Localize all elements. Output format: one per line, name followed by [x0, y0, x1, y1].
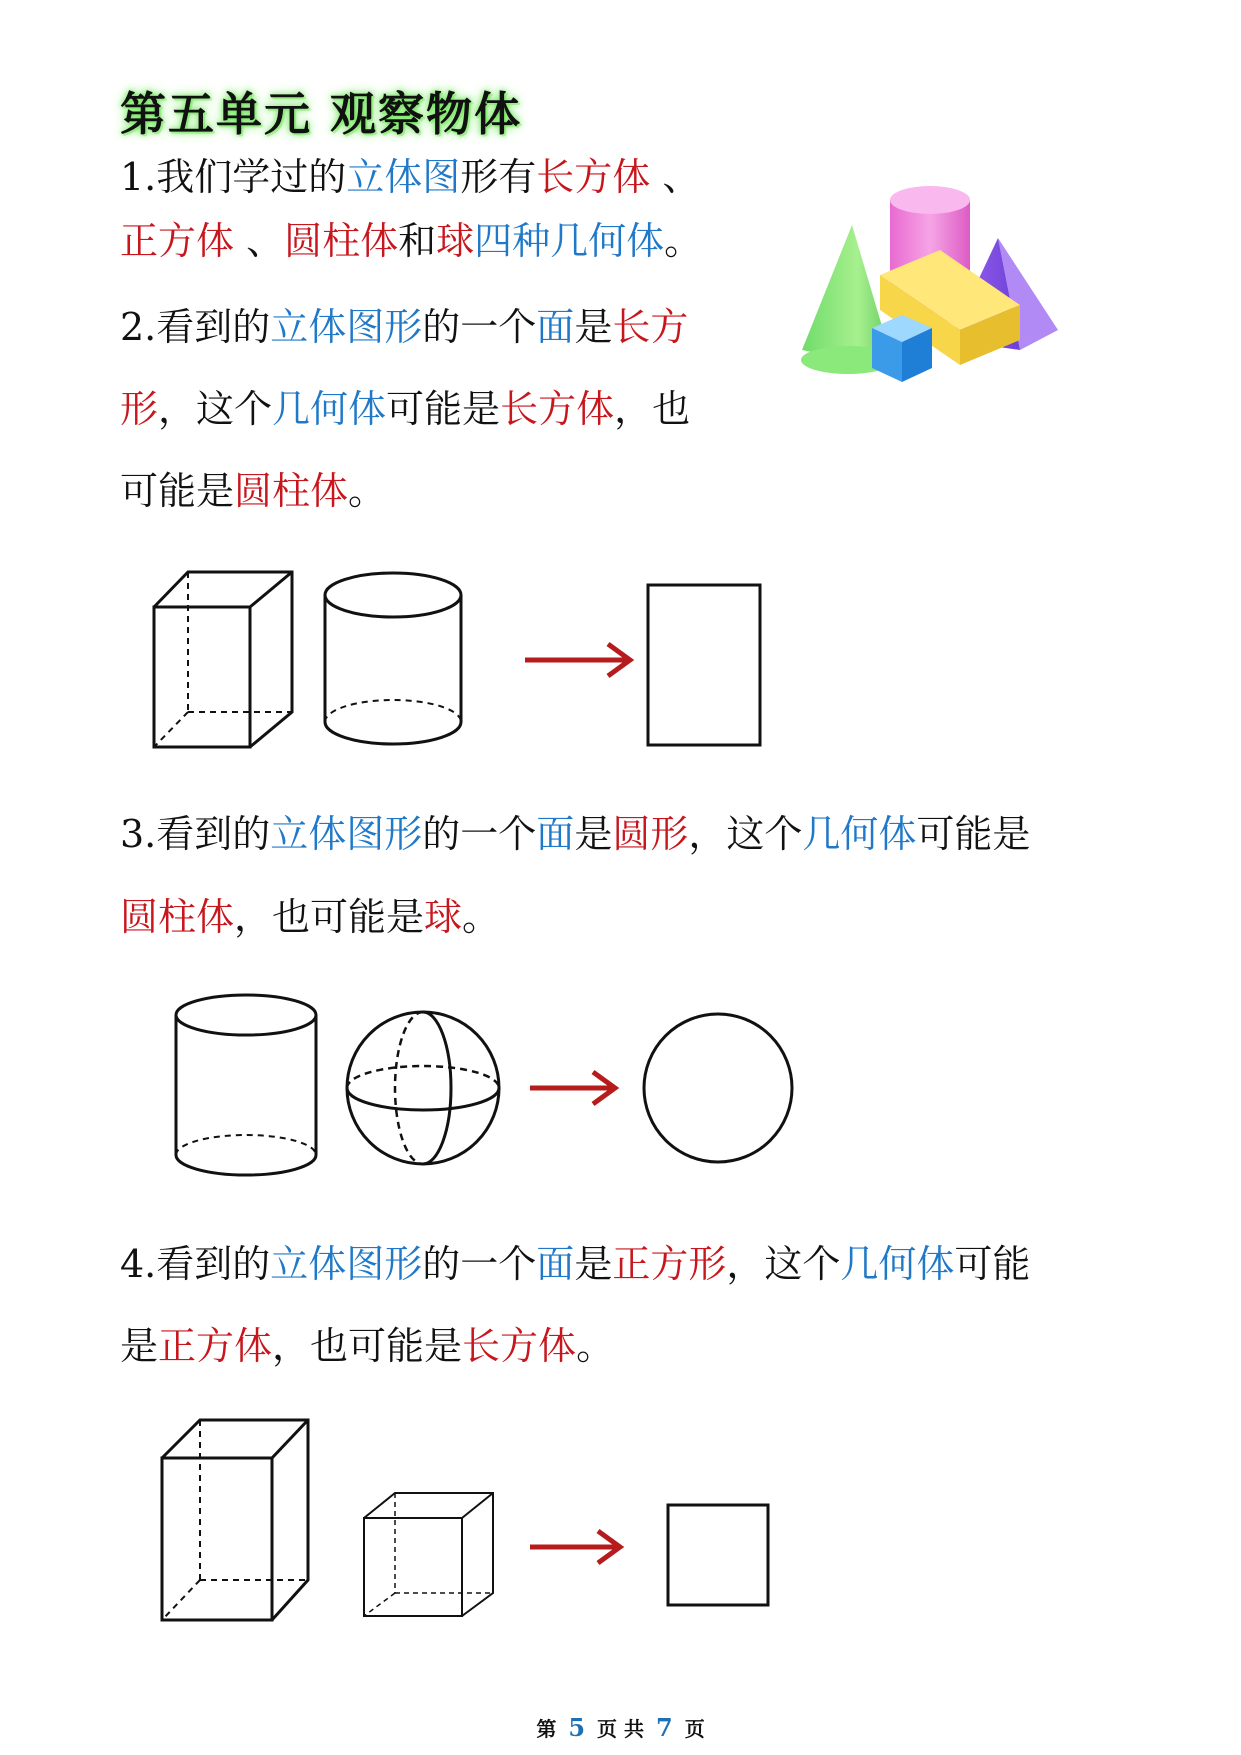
text-segment: 是 — [574, 305, 613, 349]
paragraph-2-line-1 — [120, 305, 689, 349]
text-segment: 圆形 — [612, 812, 689, 856]
page-footer — [0, 1713, 1241, 1742]
text-segment: 可能 — [954, 1242, 1031, 1286]
text-segment: 、 — [650, 155, 701, 199]
cuboid-drawing-2 — [162, 1420, 308, 1620]
paragraph-4-line-1 — [120, 1242, 1031, 1286]
geometric-solids-illustration — [790, 180, 1080, 420]
text-segment: 3.看到的 — [120, 812, 271, 856]
text-segment: 长方体 — [500, 387, 615, 431]
figure-row-square-face — [150, 1405, 950, 1625]
text-segment: 几何体 — [840, 1242, 955, 1286]
footer-page-number: 5 — [568, 1713, 586, 1742]
paragraph-3-line-2 — [120, 895, 501, 939]
text-segment: 正方形 — [612, 1242, 727, 1286]
paragraph-2-line-3 — [120, 469, 387, 513]
page-title: 第五单元 观察物体 — [120, 87, 523, 141]
paragraph-1-line-2 — [120, 219, 703, 263]
text-segment: 是 — [574, 1242, 613, 1286]
cylinder-drawing — [325, 573, 461, 744]
text-segment: 立体图形 — [270, 305, 423, 349]
text-segment: 正方体 — [158, 1324, 273, 1368]
text-segment: ，这个 — [158, 387, 273, 431]
text-segment: 面 — [536, 1242, 575, 1286]
text-segment: 几何体 — [272, 387, 387, 431]
figure-row-circle-face — [170, 990, 970, 1190]
text-segment: ，也可能是 — [272, 1324, 463, 1368]
text-segment: 的一个 — [422, 1242, 537, 1286]
text-segment: 、 — [234, 219, 285, 263]
text-segment: 球 — [424, 895, 463, 939]
text-segment: 是 — [574, 812, 613, 856]
text-segment: 圆柱体 — [234, 469, 349, 513]
text-segment: 。 — [664, 219, 703, 263]
sphere-drawing — [347, 1012, 499, 1164]
figure-row-rectangle-face — [140, 560, 940, 760]
footer-suffix: 页 — [684, 1717, 705, 1741]
text-segment: ，这个 — [726, 1242, 841, 1286]
text-segment: 可能是 — [916, 812, 1031, 856]
text-segment: 面 — [536, 305, 575, 349]
text-segment: 1.我们学过的 — [120, 155, 347, 199]
text-segment: 长方体 — [536, 155, 651, 199]
text-segment: 的一个 — [422, 305, 537, 349]
text-segment: ，也可能是 — [234, 895, 425, 939]
circle-face-drawing — [644, 1014, 792, 1162]
text-segment: ，这个 — [688, 812, 803, 856]
text-segment: 。 — [576, 1324, 615, 1368]
text-segment: 几何体 — [802, 812, 917, 856]
text-segment: 正方体 — [120, 219, 235, 263]
text-segment: 4.看到的 — [120, 1242, 271, 1286]
text-segment: ，也 — [614, 387, 691, 431]
paragraph-3-line-1 — [120, 812, 1031, 856]
paragraph-2-line-2 — [120, 387, 691, 431]
rectangle-face-drawing — [648, 585, 760, 745]
paragraph-1-line-1 — [120, 155, 701, 199]
text-segment: 可能是 — [386, 387, 501, 431]
text-segment: 面 — [536, 812, 575, 856]
square-face-drawing — [668, 1505, 768, 1605]
text-segment: 的一个 — [422, 812, 537, 856]
arrow-icon-2 — [530, 1072, 615, 1104]
text-segment: 形有 — [460, 155, 537, 199]
text-segment: 2.看到的 — [120, 305, 271, 349]
cuboid-drawing — [154, 572, 292, 747]
text-segment: 长方体 — [462, 1324, 577, 1368]
text-segment: 是 — [120, 1324, 159, 1368]
footer-total-pages: 7 — [655, 1713, 673, 1742]
text-segment: 四种几何体 — [474, 219, 665, 263]
text-segment: 球 — [436, 219, 475, 263]
cube-drawing — [364, 1493, 493, 1616]
arrow-icon — [525, 644, 630, 676]
footer-prefix: 第 — [536, 1717, 557, 1741]
footer-mid: 页 共 — [597, 1717, 644, 1741]
text-segment: 可能是 — [120, 469, 235, 513]
text-segment: 和 — [398, 219, 437, 263]
paragraph-4-line-2 — [120, 1324, 615, 1368]
text-segment: 立体图 — [346, 155, 461, 199]
text-segment: 。 — [462, 895, 501, 939]
text-segment: 。 — [348, 469, 387, 513]
text-segment: 立体图形 — [270, 1242, 423, 1286]
text-segment: 立体图形 — [270, 812, 423, 856]
text-segment: 长方 — [612, 305, 689, 349]
text-segment: 圆柱体 — [284, 219, 399, 263]
text-segment: 圆柱体 — [120, 895, 235, 939]
cylinder-drawing-2 — [176, 995, 316, 1175]
arrow-icon-3 — [530, 1531, 620, 1563]
text-segment: 形 — [120, 387, 159, 431]
